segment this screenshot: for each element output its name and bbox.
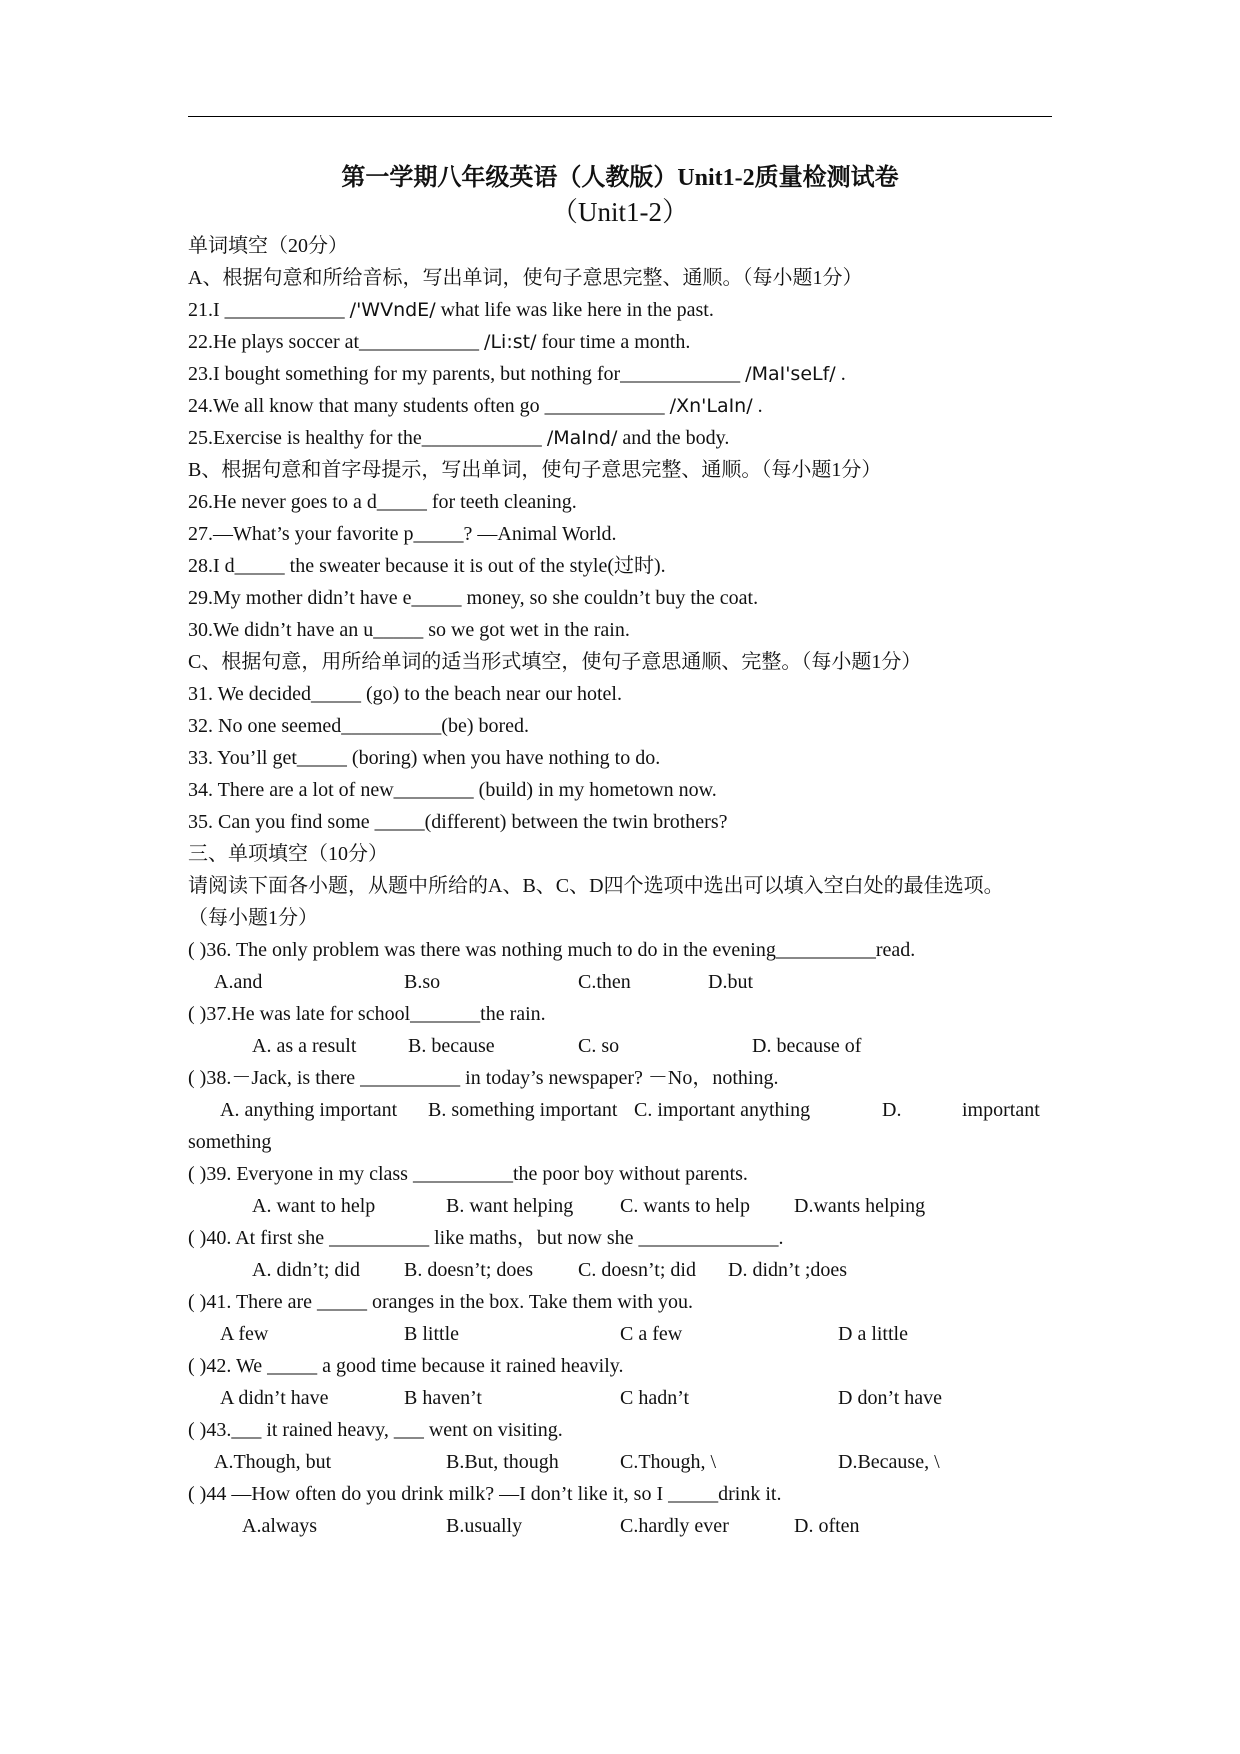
option-d-text: important xyxy=(962,1099,1040,1121)
section-instructions-cont: （每小题1分） xyxy=(188,907,318,929)
question-24 xyxy=(188,390,1052,423)
option-b: B. because xyxy=(408,1035,495,1057)
option-c: C.then xyxy=(578,971,631,993)
options-42 xyxy=(188,1382,1052,1415)
option-c: C.hardly ever xyxy=(620,1515,729,1537)
question-33: 33. You’ll get_____ (boring) when you have nothing to do. xyxy=(188,747,661,769)
option-a: A.always xyxy=(242,1515,317,1537)
phonetic-symbol: /Li:st/ xyxy=(484,331,537,353)
question-text-rest: . xyxy=(752,395,763,417)
part-a-instructions: A、根据句意和所给音标，写出单词，使句子意思完整、通顺。（每小题1分） xyxy=(188,267,863,289)
question-text-rest: and the body. xyxy=(617,427,730,449)
option-d: D.wants helping xyxy=(794,1195,926,1217)
part-c-instructions: C、根据句意，用所给单词的适当形式填空，使句子意思通顺、完整。（每小题1分） xyxy=(188,651,922,673)
option-d-continuation: something xyxy=(188,1131,272,1153)
option-d: D a little xyxy=(838,1323,908,1345)
option-a: A few xyxy=(220,1323,269,1345)
option-d: D.but xyxy=(708,971,753,993)
option-c: C. doesn’t; did xyxy=(578,1259,696,1281)
options-36 xyxy=(188,966,1052,999)
question-text-rest: . xyxy=(835,363,846,385)
option-d: D.Because, \ xyxy=(838,1451,940,1473)
option-c: C a few xyxy=(620,1323,683,1345)
question-21 xyxy=(188,294,1052,327)
option-a: A didn’t have xyxy=(220,1387,329,1409)
question-text: 24.We all know that many students often go ____________ xyxy=(188,395,670,417)
option-a: A.Though, but xyxy=(214,1451,332,1473)
options-37 xyxy=(188,1030,1052,1063)
section-heading: 三、单项填空（10分） xyxy=(188,843,388,865)
question-text: 23.I bought something for my parents, but nothing for____________ xyxy=(188,363,746,385)
option-b: B little xyxy=(404,1323,459,1345)
question-22 xyxy=(188,326,1052,359)
options-41 xyxy=(188,1318,1052,1351)
option-a: A. anything important xyxy=(220,1099,398,1121)
options-43 xyxy=(188,1446,1052,1479)
question-text: 21.I ____________ xyxy=(188,299,350,321)
question-43: ( )43.___ it rained heavy, ___ went on visiting. xyxy=(188,1419,563,1441)
question-40: ( )40. At first she __________ like maths，but now she ______________. xyxy=(188,1227,784,1249)
option-c: C. important anything xyxy=(634,1099,811,1121)
options-38 xyxy=(188,1094,1052,1127)
question-44: ( )44 —How often do you drink milk? —I don’t like it, so I _____drink it. xyxy=(188,1483,782,1505)
option-d: D. because of xyxy=(752,1035,862,1057)
question-31: 31. We decided_____ (go) to the beach near our hotel. xyxy=(188,683,622,705)
page-title: 第一学期八年级英语（人教版）Unit1-2质量检测试卷 xyxy=(341,165,899,191)
question-38: ( )38.－Jack, is there __________ in today’s newspaper? －No，nothing. xyxy=(188,1067,779,1089)
option-c: C. so xyxy=(578,1035,620,1057)
option-d: D. didn’t ;does xyxy=(728,1259,848,1281)
option-d: D don’t have xyxy=(838,1387,943,1409)
question-37: ( )37.He was late for school_______the rain. xyxy=(188,1003,546,1025)
question-34: 34. There are a lot of new________ (build) in my hometown now. xyxy=(188,779,717,801)
option-b: B.so xyxy=(404,971,441,993)
options-44 xyxy=(188,1510,1052,1543)
question-text-rest: four time a month. xyxy=(536,331,691,353)
section-instructions: 请阅读下面各小题，从题中所给的A、B、C、D四个选项中选出可以填入空白处的最佳选项。 xyxy=(188,875,1004,897)
options-40 xyxy=(188,1254,1052,1287)
question-text-rest: what life was like here in the past. xyxy=(435,299,714,321)
question-35: 35. Can you find some _____(different) between the twin brothers? xyxy=(188,811,728,833)
option-a: A. didn’t; did xyxy=(252,1259,360,1281)
option-b: B. something important xyxy=(428,1099,618,1121)
option-b: B. doesn’t; does xyxy=(404,1259,534,1281)
option-c: C.Though, \ xyxy=(620,1451,717,1473)
options-39 xyxy=(188,1190,1052,1223)
option-a: A. want to help xyxy=(252,1195,376,1217)
section-heading: 单词填空（20分） xyxy=(188,235,348,257)
question-42: ( )42. We _____ a good time because it rained heavily. xyxy=(188,1355,624,1377)
part-b-instructions: B、根据句意和首字母提示，写出单词，使句子意思完整、通顺。（每小题1分） xyxy=(188,459,882,481)
option-a: A. as a result xyxy=(252,1035,357,1057)
option-c: C. wants to help xyxy=(620,1195,750,1217)
phonetic-symbol: /MaInd/ xyxy=(546,427,618,449)
question-text: 25.Exercise is healthy for the____________ xyxy=(188,427,547,449)
option-a: A.and xyxy=(214,971,263,993)
phonetic-symbol: /Xn'LaIn/ xyxy=(669,395,753,417)
option-b: B.But, though xyxy=(446,1451,559,1473)
question-30: 30.We didn’t have an u_____ so we got wet in the rain. xyxy=(188,619,630,641)
question-32: 32. No one seemed__________(be) bored. xyxy=(188,715,530,737)
question-27: 27.—What’s your favorite p_____? —Animal World. xyxy=(188,523,617,545)
option-c: C hadn’t xyxy=(620,1387,690,1409)
page-subtitle: （Unit1-2） xyxy=(551,197,689,227)
option-b: B haven’t xyxy=(404,1387,482,1409)
header-rule xyxy=(188,116,1052,117)
question-26: 26.He never goes to a d_____ for teeth cleaning. xyxy=(188,491,577,513)
phonetic-symbol: /'WVndE/ xyxy=(349,299,436,321)
question-23 xyxy=(188,358,1052,391)
question-28: 28.I d_____ the sweater because it is out of the style(过时). xyxy=(188,555,666,577)
question-41: ( )41. There are _____ oranges in the box. Take them with you. xyxy=(188,1291,693,1313)
option-d: D. xyxy=(882,1099,902,1121)
question-36: ( )36. The only problem was there was nothing much to do in the evening__________read. xyxy=(188,939,916,961)
question-29: 29.My mother didn’t have e_____ money, so she couldn’t buy the coat. xyxy=(188,587,759,609)
question-text: 22.He plays soccer at____________ xyxy=(188,331,485,353)
option-b: B. want helping xyxy=(446,1195,574,1217)
question-39: ( )39. Everyone in my class __________the poor boy without parents. xyxy=(188,1163,748,1185)
phonetic-symbol: /MaI'seLf/ xyxy=(745,363,836,385)
option-d: D. often xyxy=(794,1515,860,1537)
option-b: B.usually xyxy=(446,1515,523,1537)
question-25 xyxy=(188,422,1052,455)
